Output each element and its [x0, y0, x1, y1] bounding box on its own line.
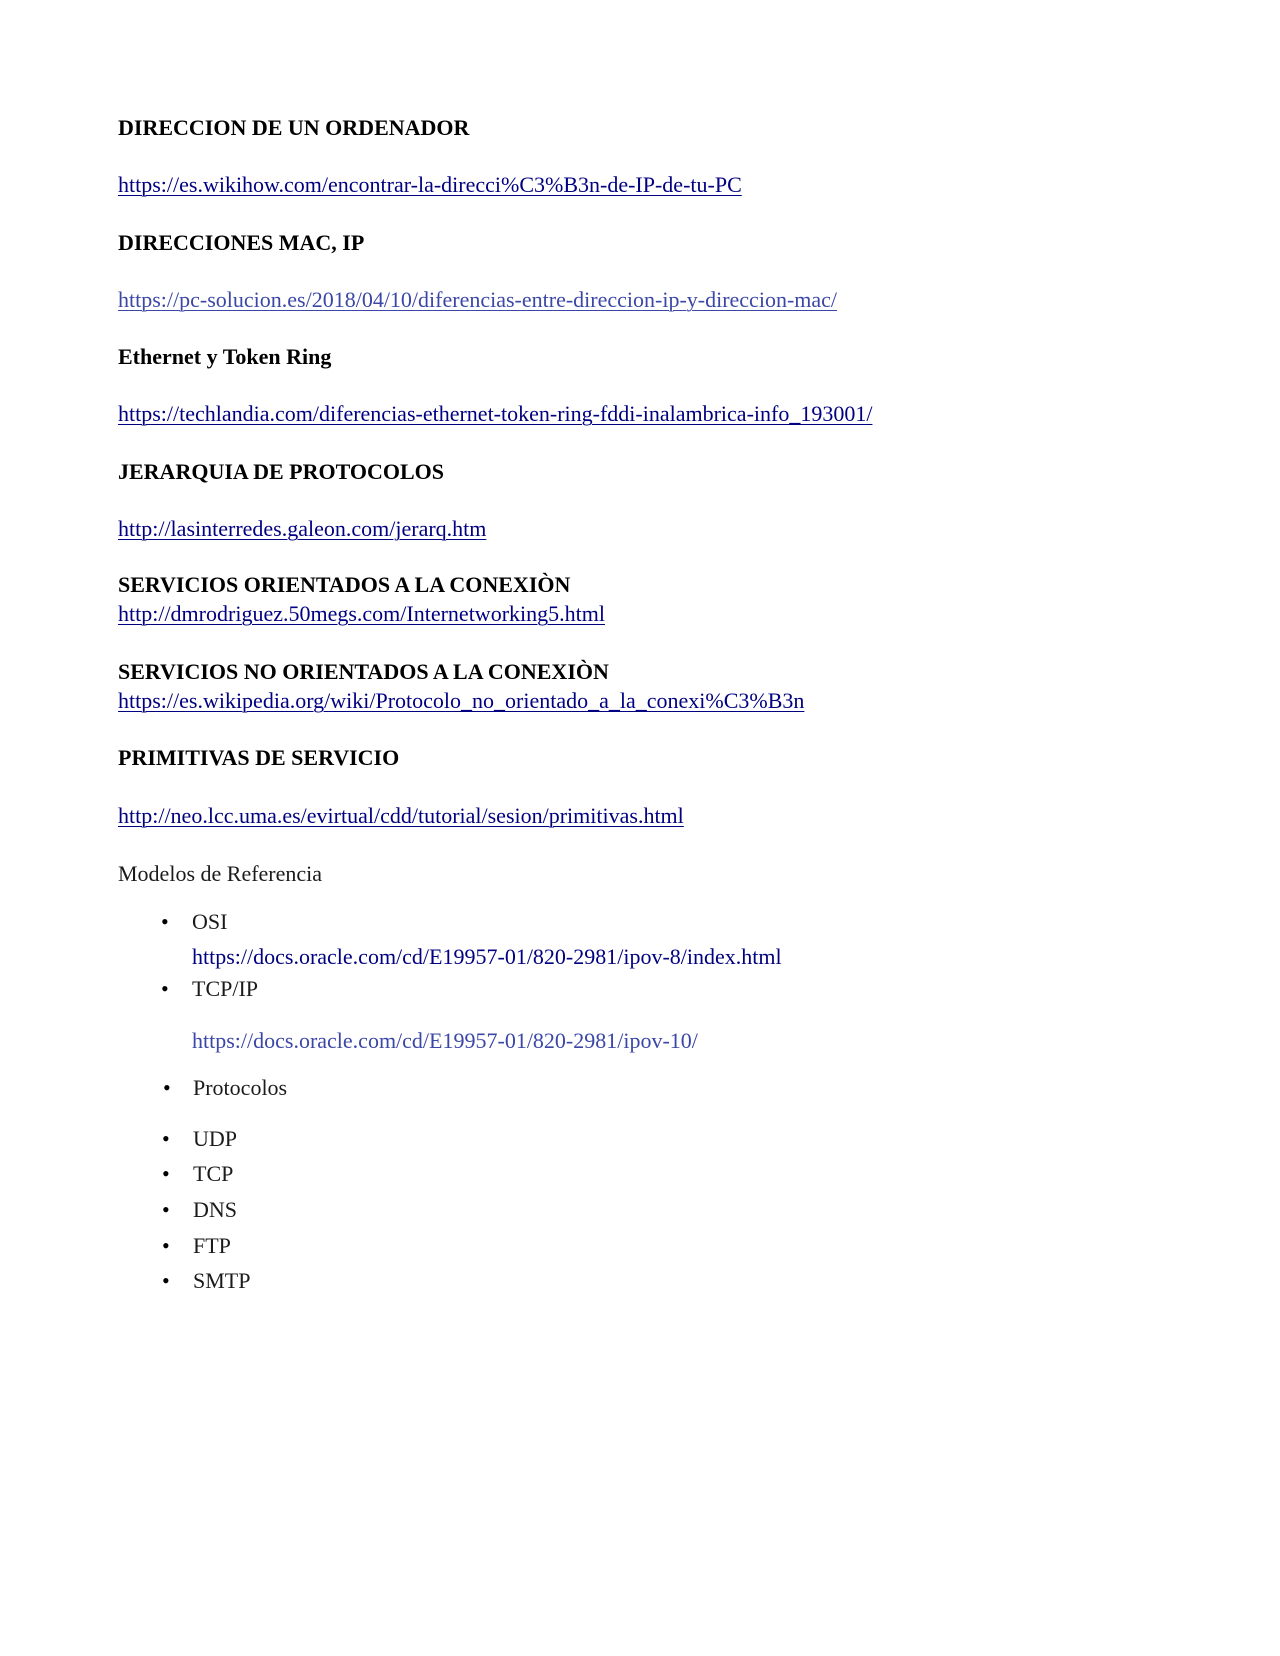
protocols-label: Protocolos: [193, 1075, 288, 1100]
heading-servicios-orientados: SERVICIOS ORIENTADOS A LA CONEXIÒN: [118, 572, 571, 597]
bullet-dot: •: [161, 909, 169, 934]
bullet-dot: •: [162, 1197, 170, 1222]
model-item-tcpip: TCP/IP: [192, 976, 259, 1001]
bullet-dot: •: [161, 976, 169, 1001]
heading-direccion-ordenador: DIRECCION DE UN ORDENADOR: [118, 115, 470, 140]
link-wikipedia[interactable]: https://es.wikipedia.org/wiki/Protocolo_no_orientado_a_la_conexi%C3%B3n: [118, 688, 805, 713]
link-oracle-osi[interactable]: https://docs.oracle.com/cd/E19957-01/820-2981/ipov-8/index.html: [192, 944, 782, 969]
heading-jerarquia-protocolos: JERARQUIA DE PROTOCOLOS: [118, 459, 444, 484]
heading-ethernet-token-ring: Ethernet y Token Ring: [118, 344, 332, 369]
link-galeon[interactable]: http://lasinterredes.galeon.com/jerarq.htm: [118, 516, 487, 541]
bullet-dot: •: [162, 1233, 170, 1258]
heading-primitivas-servicio: PRIMITIVAS DE SERVICIO: [118, 745, 400, 770]
link-wikihow[interactable]: https://es.wikihow.com/encontrar-la-direcci%C3%B3n-de-IP-de-tu-PC: [118, 172, 742, 197]
link-techlandia[interactable]: https://techlandia.com/diferencias-ethernet-token-ring-fddi-inalambrica-info_193001/: [118, 401, 873, 426]
bullet-dot: •: [162, 1126, 170, 1151]
link-neo-lcc[interactable]: http://neo.lcc.uma.es/evirtual/cdd/tutorial/sesion/primitivas.html: [118, 803, 684, 828]
protocol-item-ftp: FTP: [193, 1233, 231, 1258]
link-pc-solucion[interactable]: https://pc-solucion.es/2018/04/10/diferencias-entre-direccion-ip-y-direccion-mac/: [118, 287, 838, 312]
heading-direcciones-mac-ip: DIRECCIONES MAC, IP: [118, 230, 365, 255]
bullet-dot: •: [163, 1075, 171, 1100]
protocol-item-tcp: TCP: [193, 1161, 234, 1186]
model-item-osi: OSI: [192, 909, 228, 934]
link-dmrodriguez[interactable]: http://dmrodriguez.50megs.com/Internetworking5.html: [118, 601, 605, 626]
bullet-dot: •: [162, 1268, 170, 1293]
protocol-item-udp: UDP: [193, 1126, 238, 1151]
bullet-dot: •: [162, 1161, 170, 1186]
link-oracle-tcpip[interactable]: https://docs.oracle.com/cd/E19957-01/820-2981/ipov-10/: [192, 1028, 698, 1053]
protocol-item-smtp: SMTP: [193, 1268, 251, 1293]
protocol-item-dns: DNS: [193, 1197, 238, 1222]
models-title: Modelos de Referencia: [118, 861, 323, 886]
heading-servicios-no-orientados: SERVICIOS NO ORIENTADOS A LA CONEXIÒN: [118, 659, 609, 684]
